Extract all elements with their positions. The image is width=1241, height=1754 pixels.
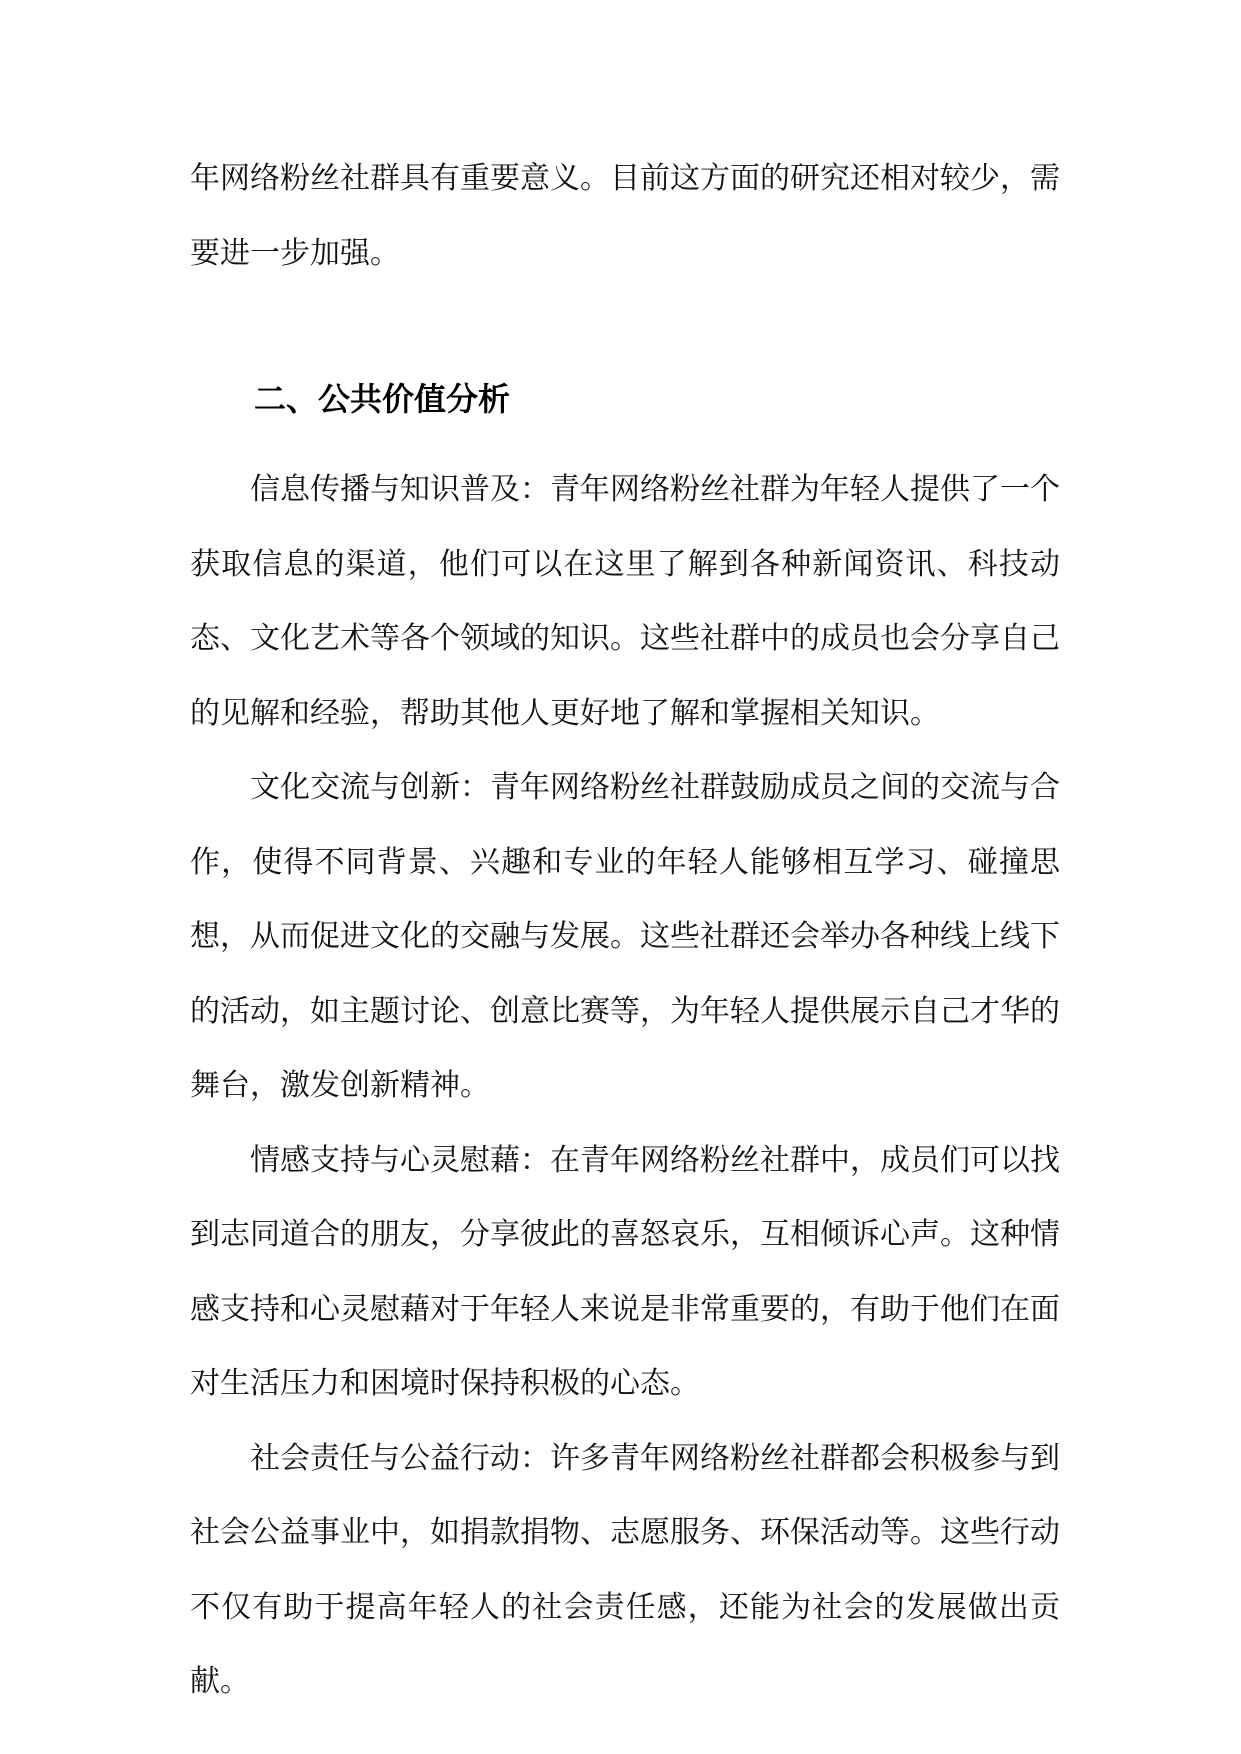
- paragraph-social-responsibility: 社会责任与公益行动：许多青年网络粉丝社群都会积极参与到社会公益事业中，如捐款捐物、志愿服务、环保活动等。这些行动不仅有助于提高年轻人的社会责任感，还能为社会的发展做出贡献。: [190, 1440, 1060, 1699]
- paragraph-information-dissemination: 信息传播与知识普及：青年网络粉丝社群为年轻人提供了一个获取信息的渠道，他们可以在这里了解到各种新闻资讯、科技动态、文化艺术等各个领域的知识。这些社群中的成员也会分享自己的见解和经验，帮助其他人更好地了解和掌握相关知识。: [190, 472, 1060, 731]
- paragraph-cultural-exchange: 文化交流与创新：青年网络粉丝社群鼓励成员之间的交流与合作，使得不同背景、兴趣和专业的年轻人能够相互学习、碰撞思想，从而促进文化的交融与发展。这些社群还会举办各种线上线下的活动，如主题讨论、创意比赛等，为年轻人提供展示自己才华的舞台，激发创新精神。: [190, 770, 1060, 1103]
- section-heading: 二、公共价值分析: [254, 380, 511, 418]
- document-page: [190, 142, 1060, 1720]
- intro-continuation-paragraph: 年网络粉丝社群具有重要意义。目前这方面的研究还相对较少，需要进一步加强。: [190, 161, 1060, 271]
- paragraph-emotional-support: 情感支持与心灵慰藉：在青年网络粉丝社群中，成员们可以找到志同道合的朋友，分享彼此的喜怒哀乐，互相倾诉心声。这种情感支持和心灵慰藉对于年轻人来说是非常重要的，有助于他们在面对生活压力和困境时保持积极的心态。: [190, 1142, 1060, 1401]
